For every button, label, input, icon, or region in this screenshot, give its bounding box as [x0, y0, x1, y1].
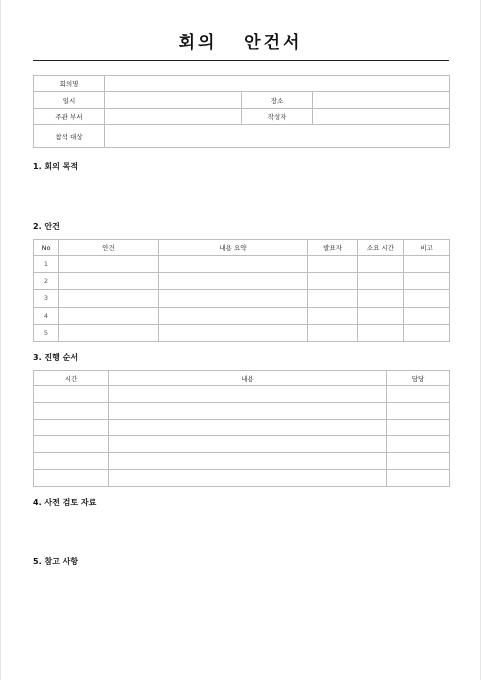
agenda-cell[interactable]	[59, 307, 159, 324]
summary-cell[interactable]	[159, 324, 308, 341]
section-heading-agenda: 2. 안건	[33, 222, 60, 231]
section-heading-purpose: 1. 회의 목적	[33, 162, 79, 171]
summary-cell[interactable]	[159, 290, 308, 307]
table-row	[34, 453, 450, 470]
col-header-summary: 내용 요약	[159, 240, 308, 256]
author-field[interactable]	[313, 108, 450, 124]
content-cell[interactable]	[109, 469, 387, 486]
col-header-note: 비고	[404, 240, 450, 256]
table-row	[34, 125, 450, 148]
section-heading-prereview: 4. 사전 검토 자료	[33, 498, 97, 507]
col-header-presenter: 발표자	[308, 240, 358, 256]
time-cell[interactable]	[34, 386, 109, 403]
content-cell[interactable]	[109, 419, 387, 436]
col-header-owner: 담당	[387, 371, 450, 386]
owner-cell[interactable]	[387, 436, 450, 453]
meeting-name-label: 회의명	[34, 76, 105, 92]
table-row	[34, 108, 450, 124]
content-cell[interactable]	[109, 402, 387, 419]
procedure-table	[33, 370, 450, 487]
meeting-info-table	[33, 75, 450, 148]
presenter-cell[interactable]	[308, 324, 358, 341]
table-row	[34, 436, 450, 453]
place-field[interactable]	[313, 92, 450, 108]
date-field[interactable]	[105, 92, 242, 108]
owner-cell[interactable]	[387, 469, 450, 486]
table-row	[34, 273, 450, 290]
summary-cell[interactable]	[159, 307, 308, 324]
presenter-cell[interactable]	[308, 273, 358, 290]
title-divider	[33, 60, 449, 61]
time-cell[interactable]	[34, 436, 109, 453]
agenda-cell[interactable]	[59, 256, 159, 273]
table-row	[34, 386, 450, 403]
row-number: 3	[34, 290, 59, 307]
time-cell[interactable]	[34, 469, 109, 486]
table-row	[34, 307, 450, 324]
content-cell[interactable]	[109, 436, 387, 453]
section-heading-notes: 5. 참고 사항	[33, 557, 79, 566]
table-row	[34, 324, 450, 341]
host-dept-label: 주관 부서	[34, 108, 105, 124]
table-row	[34, 76, 450, 92]
table-row	[34, 290, 450, 307]
note-cell[interactable]	[404, 324, 450, 341]
table-row	[34, 92, 450, 108]
content-cell[interactable]	[109, 453, 387, 470]
time-cell[interactable]	[34, 419, 109, 436]
attendees-label: 참석 대상	[34, 125, 105, 148]
duration-cell[interactable]	[358, 256, 404, 273]
section-heading-procedure: 3. 진행 순서	[33, 353, 79, 362]
document-title: 회의 안건서	[178, 33, 303, 53]
host-dept-field[interactable]	[105, 108, 242, 124]
agenda-cell[interactable]	[59, 324, 159, 341]
table-row	[34, 402, 450, 419]
note-cell[interactable]	[404, 307, 450, 324]
table-header-row	[34, 371, 450, 386]
time-cell[interactable]	[34, 402, 109, 419]
attendees-field[interactable]	[105, 125, 450, 148]
note-cell[interactable]	[404, 273, 450, 290]
content-cell[interactable]	[109, 386, 387, 403]
table-row	[34, 256, 450, 273]
time-cell[interactable]	[34, 453, 109, 470]
row-number: 5	[34, 324, 59, 341]
col-header-agenda: 안건	[59, 240, 159, 256]
presenter-cell[interactable]	[308, 307, 358, 324]
agenda-cell[interactable]	[59, 290, 159, 307]
table-row	[34, 469, 450, 486]
duration-cell[interactable]	[358, 273, 404, 290]
row-number: 2	[34, 273, 59, 290]
agenda-cell[interactable]	[59, 273, 159, 290]
owner-cell[interactable]	[387, 453, 450, 470]
place-label: 장소	[242, 92, 313, 108]
agenda-table	[33, 239, 450, 342]
summary-cell[interactable]	[159, 256, 308, 273]
owner-cell[interactable]	[387, 419, 450, 436]
note-cell[interactable]	[404, 290, 450, 307]
col-header-duration: 소요 시간	[358, 240, 404, 256]
col-header-time: 시간	[34, 371, 109, 386]
owner-cell[interactable]	[387, 402, 450, 419]
note-cell[interactable]	[404, 256, 450, 273]
col-header-no: No	[34, 240, 59, 256]
date-label: 일시	[34, 92, 105, 108]
duration-cell[interactable]	[358, 324, 404, 341]
presenter-cell[interactable]	[308, 290, 358, 307]
table-row	[34, 419, 450, 436]
row-number: 4	[34, 307, 59, 324]
row-number: 1	[34, 256, 59, 273]
col-header-content: 내용	[109, 371, 387, 386]
summary-cell[interactable]	[159, 273, 308, 290]
duration-cell[interactable]	[358, 307, 404, 324]
duration-cell[interactable]	[358, 290, 404, 307]
owner-cell[interactable]	[387, 386, 450, 403]
presenter-cell[interactable]	[308, 256, 358, 273]
table-header-row	[34, 240, 450, 256]
meeting-name-field[interactable]	[105, 76, 450, 92]
author-label: 작성자	[242, 108, 313, 124]
